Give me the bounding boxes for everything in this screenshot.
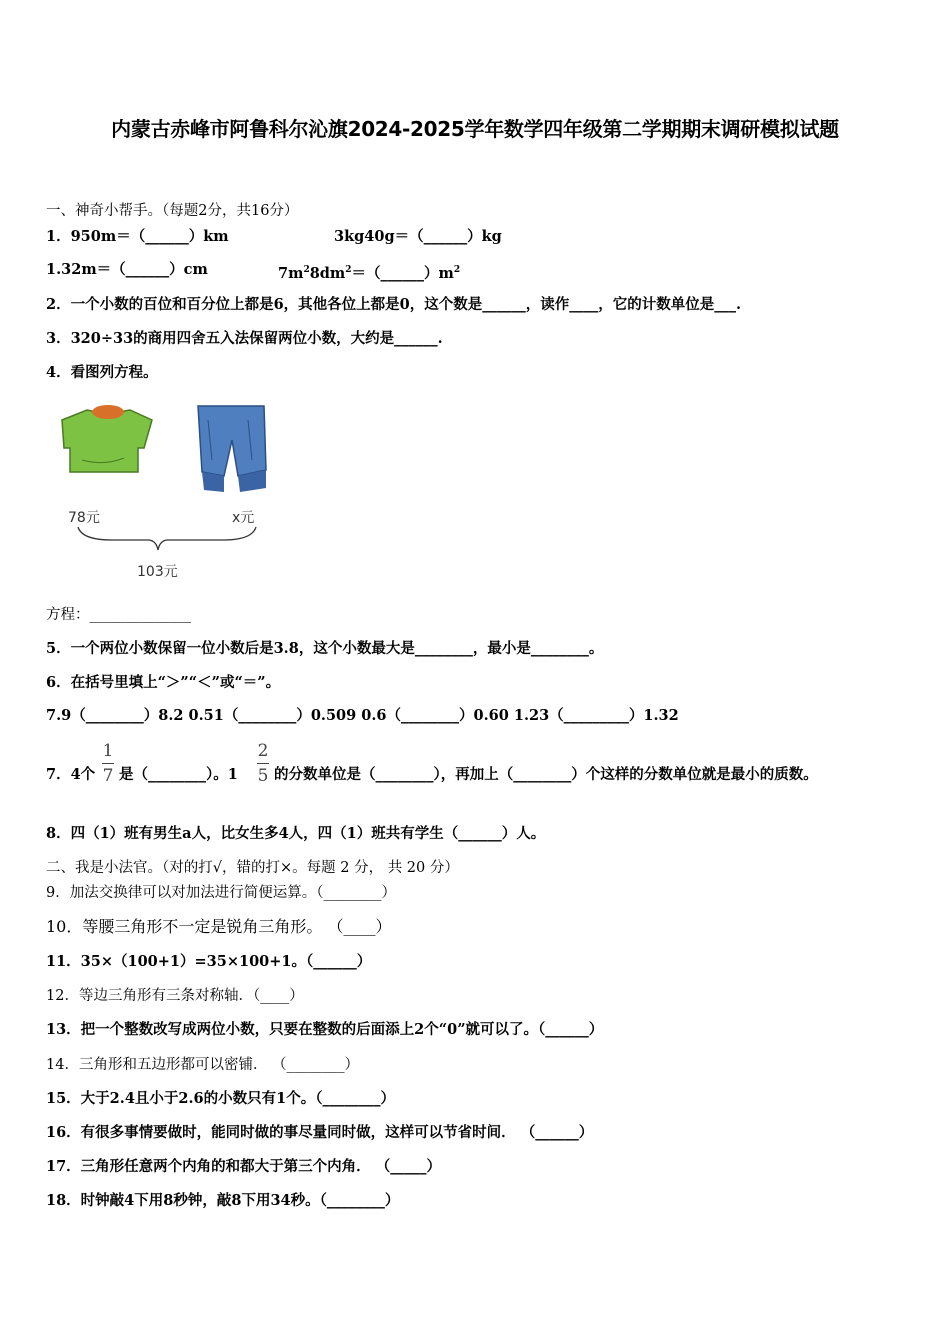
q1d-pre: 7m (278, 264, 304, 282)
q1d-post: ＝（______）m (351, 264, 454, 282)
section-2-heading: 二、我是小法官。（对的打√，错的打×。每题 2 分， 共 20 分） (46, 860, 459, 876)
shirt-price-label: 78元 (68, 510, 100, 526)
question-11: 11．35×（100+1）=35×100+1。（______） (46, 953, 372, 970)
pants-illustration (198, 406, 266, 492)
question-10: 10．等腰三角形不一定是锐角三角形。 （____） (46, 917, 392, 936)
question-6-items: 7.9（________）8.2 0.51（________）0.509 0.6（________）0.60 1.23（_________）1.32 (46, 707, 679, 724)
shirt-illustration (62, 405, 152, 472)
q7-frac2-bar (257, 763, 269, 764)
q7-frac2-numerator: 2 (257, 741, 269, 761)
page-title: 内蒙古赤峰市阿鲁科尔沁旗2024-2025学年数学四年级第二学期期末调研模拟试题 (111, 117, 839, 141)
question-15: 15．大于2.4且小于2.6的小数只有1个。（________） (46, 1090, 395, 1107)
question-5: 5．一个两位小数保留一位小数后是3.8，这个小数最大是________，最小是________。 (46, 640, 604, 657)
question-13: 13．把一个整数改写成两位小数，只要在整数的后面添上2个“0”就可以了。（______） (46, 1021, 604, 1038)
question-8: 8．四（1）班有男生a人，比女生多4人，四（1）班共有学生（______）人。 (46, 825, 546, 842)
question-1b: 3kg40g＝（______）kg (334, 228, 502, 245)
question-7-rest: 的分数单位是（________），再加上（________）个这样的分数单位就是最小的质数。 (274, 766, 818, 783)
section-1-heading: 一、神奇小帮手。（每题2分，共16分） (46, 203, 299, 219)
pants-price-label: x元 (232, 510, 255, 526)
q1d-sup1: 2 (303, 265, 310, 275)
question-12: 12．等边三角形有三条对称轴．（____） (46, 988, 304, 1004)
q1d-mid: 8dm (309, 264, 346, 282)
question-6: 6．在括号里填上“＞”“＜”或“＝”。 (46, 674, 281, 691)
q7-frac2-denominator: 5 (257, 766, 269, 786)
question-1d (278, 260, 460, 284)
question-9: 9．加法交换律可以对加法进行简便运算。（________） (46, 885, 396, 901)
question-2: 2．一个小数的百位和百分位上都是6，其他各位上都是0，这个数是______，读作____，它的计数单位是___. (46, 296, 742, 313)
q7-frac1-denominator: 7 (102, 766, 114, 786)
equation-line: 方程：______________ (46, 607, 191, 623)
question-7-mid: 是（________）。1 (119, 766, 238, 783)
total-price-label: 103元 (137, 564, 178, 580)
q7-frac1-numerator: 1 (102, 741, 114, 761)
q7-frac1-bar (102, 763, 114, 764)
question-17: 17．三角形任意两个内角的和都大于第三个内角． （_____） (46, 1158, 441, 1175)
question-7-start: 7．4个 (46, 766, 96, 783)
question-14: 14．三角形和五边形都可以密铺． （________） (46, 1057, 360, 1073)
question-18: 18．时钟敲4下用8秒钟，敲8下用34秒。（________） (46, 1192, 400, 1209)
q1d-sup3: 2 (453, 265, 461, 275)
question-16: 16．有很多事情要做时，能同时做的事尽量同时做，这样可以节省时间． （______） (46, 1124, 594, 1141)
q1d-sup2: 2 (345, 265, 352, 275)
question-1c: 1.32m＝（______）cm (46, 261, 208, 278)
question-4: 4．看图列方程。 (46, 364, 158, 381)
brace (78, 527, 256, 550)
question-3: 3．320÷33的商用四舍五入法保留两位小数，大约是______. (46, 330, 443, 347)
question-1a: 1．950m＝（______）km (46, 228, 229, 245)
